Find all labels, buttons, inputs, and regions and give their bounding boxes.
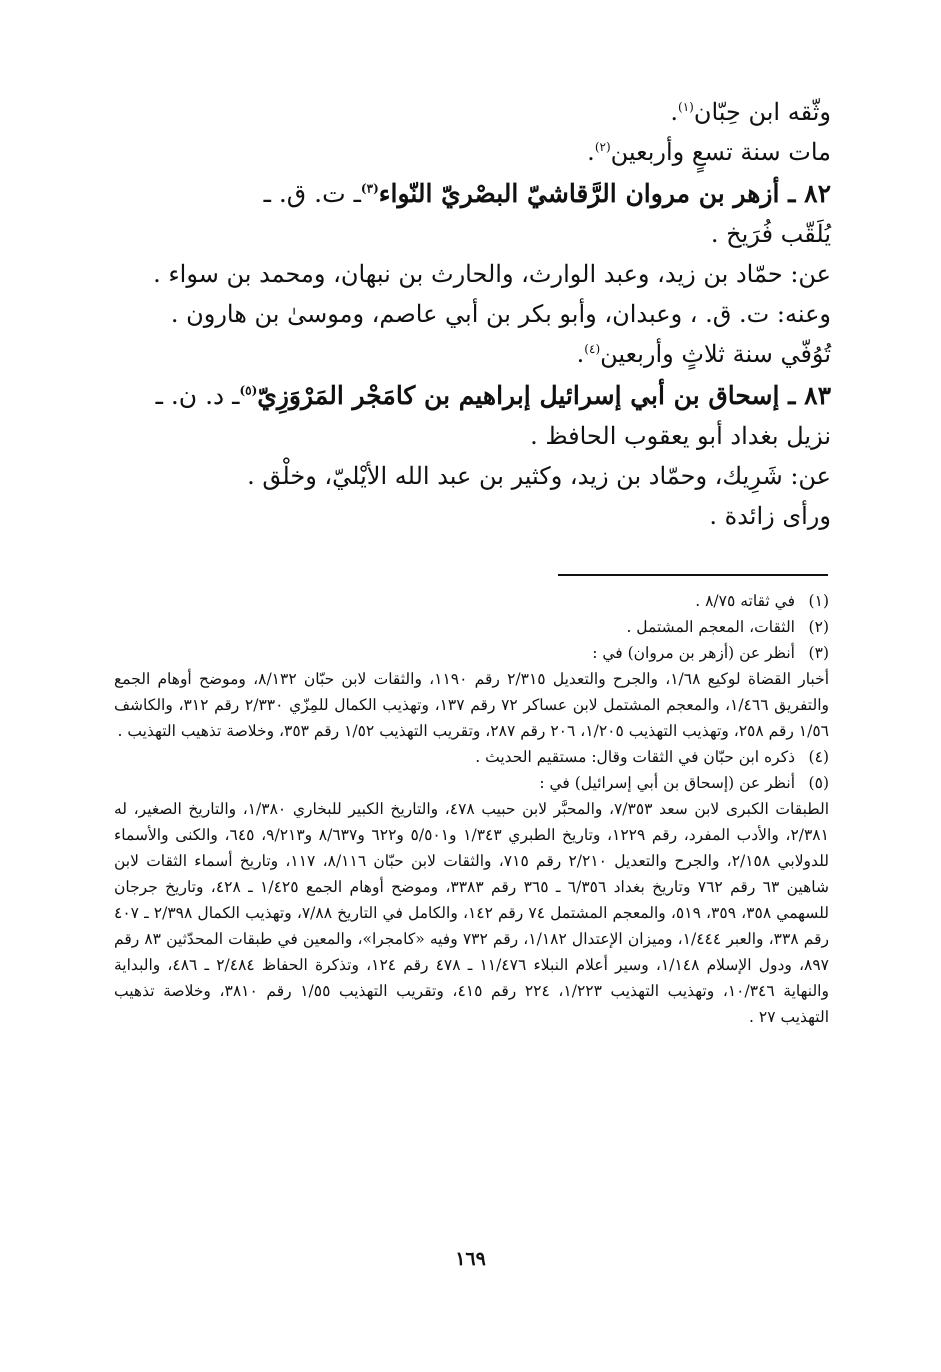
footnote-text: ذكره ابن حبّان في الثقات وقال: مستقيم الحديث . [475, 748, 795, 766]
text-line: وثّقه ابن حِبّان$^{(١)}$. [670, 98, 831, 126]
footnote [114, 588, 829, 614]
book-codes: ـ د. ن. ـ [155, 381, 240, 410]
footnote-number: (١) [808, 592, 829, 610]
book-codes: ـ ت. ق. ـ [263, 179, 361, 208]
entry-residence: نزيل بغداد أبو يعقوب الحافظ . [530, 422, 831, 450]
footnote [114, 770, 829, 1030]
footnote [114, 614, 829, 640]
footnote-number: (٥) [808, 774, 829, 792]
footnote-text: أنظر عن (إسحاق بن أبي إسرائيل) في : [539, 774, 795, 792]
footnote-ref[interactable]: (٣) [360, 181, 379, 196]
footnote-number: (٣) [808, 644, 829, 662]
entry-narrators: وعنه: ت. ق. ، وعبدان، وأبو بكر بن أبي عاصم، وموسىٰ بن هارون . [170, 300, 831, 328]
footnote-ref[interactable]: (٢) [594, 140, 611, 154]
entry-heading: ٨٣ ـ إسحاق بن أبي إسرائيل إبراهيم بن كامَجْر المَرْوَزِيّ$^{(٥)}$ـ د. ن. ـ [155, 381, 831, 410]
footnote-number: (٢) [808, 618, 829, 636]
page-number: ١٦٩ [455, 1248, 486, 1270]
footnote-ref[interactable]: (٤) [584, 342, 601, 356]
footnote-number: (٤) [808, 748, 829, 766]
footnote-text: أنظر عن (أزهر بن مروان) في : [592, 644, 795, 662]
entry-teachers: عن: شَرِيك، وحمّاد بن زيد، وكثير بن عبد الله الأيْليّ، وخلْق . [247, 462, 831, 490]
entry-saw: ورأى زائدة . [709, 502, 831, 530]
footnote-ref[interactable]: (١) [678, 100, 694, 114]
footnote-ref[interactable]: (٥) [239, 383, 258, 398]
footnote [114, 640, 829, 744]
footnote-sources: أخبار القضاة لوكيع ١/٦٨، والجرح والتعديل ٢/٣١٥ رقم ١١٩٠، والثقات لابن حبّان ٨/١٣٢، وموضح أوهام الجمع والتفريق ١/٤٦٦، والمعجم المشتمل لابن عساكر ٧٢ رقم ١٣٧، وتهذيب الكمال للمِزّي ٢/٣٣٠ رقم ٣١٢، والكاشف ١/٥٦ رقم ٢٥٨، وتهذيب التهذيب ١/٢٠٥، ٢٠٦ رقم ٢٨٧، وتقريب التهذيب ١/٥٢ رقم ٣٥٣، وخلاصة تذهيب التهذيب . [114, 670, 829, 740]
main-text [131, 92, 831, 536]
footnote-text: الثقات، المعجم المشتمل . [626, 618, 795, 636]
text-line: مات سنة تسعٍ وأربعين$^{(٢)}$. [587, 138, 831, 166]
entry-death: تُوُفّي سنة ثلاثٍ وأربعين$^{(٤)}$. [576, 340, 831, 368]
footnote-text: في ثقاته ٨/٧٥ . [695, 592, 795, 610]
footnotes [114, 588, 829, 1030]
entry-heading: ٨٢ ـ أزهر بن مروان الرَّقاشيّ البصْريّ النّواء$^{(٣)}$ـ ت. ق. ـ [263, 179, 831, 208]
footnote [114, 744, 829, 770]
footnote-sources: الطبقات الكبرى لابن سعد ٧/٣٥٣، والمحبَّر لابن حبيب ٤٧٨، والتاريخ الكبير للبخاري ١/٣٨٠، والتاريخ الصغير، له ٢/٣٨١، والأدب المفرد، رقم ١٢٢٩، وتاريخ الطبري ١/٣٤٣ و٥/٥٠١ و٦٢٢ و٨/٦٣٧ و٩/٢١٣، ٦٤٥، والكنى والأسماء للدولابي ٢/١٥٨، والجرح والتعديل ٢/٢١٠ رقم ٧١٥، والثقات لابن حبّان ٨/١١٦، ١١٧، وتاريخ أسماء الثقات لابن شاهين ٦٣ رقم ٧٦٢ وتاريخ بغداد ٦/٣٥٦ ـ ٣٦٥ رقم ٣٣٨٣، وموضح أوهام الجمع ١/٤٢٥ ـ ٤٢٨، وتاريخ جرجان للسهمي ٣٥٨، ٣٥٩، ٥١٩، والمعجم المشتمل ٧٤ رقم ١٤٢، والكامل في التاريخ ٧/٨٨، وتهذيب الكمال ٢/٣٩٨ ـ ٤٠٧ رقم ٣٣٨، والعبر ١/٤٤٤، وميزان الإعتدال ١/١٨٢، رقم ٧٣٢ وفيه «كامجرا»، والمعين في طبقات المحدّثين ٨٣ رقم ٨٩٧، ودول الإسلام ١/١٤٨، وسير أعلام النبلاء ١١/٤٧٦ ـ ٤٧٨ رقم ١٢٤، وتذكرة الحفاظ ٢/٤٨٤ ـ ٤٨٦، والبداية والنهاية ١٠/٣٤٦، وتهذيب التهذيب ١/٢٢٣، ٢٢٤ رقم ٤١٥، وتقريب التهذيب ١/٥٥ رقم ٣٨١٠، وخلاصة تذهيب التهذيب ٢٧ . [114, 800, 830, 1026]
footnote-separator [558, 574, 828, 576]
entry-nickname: يُلَقّب فُرَيخ . [710, 220, 831, 248]
entry-teachers: عن: حمّاد بن زيد، وعبد الوارث، والحارث بن نبهان، ومحمد بن سواء . [153, 260, 831, 288]
